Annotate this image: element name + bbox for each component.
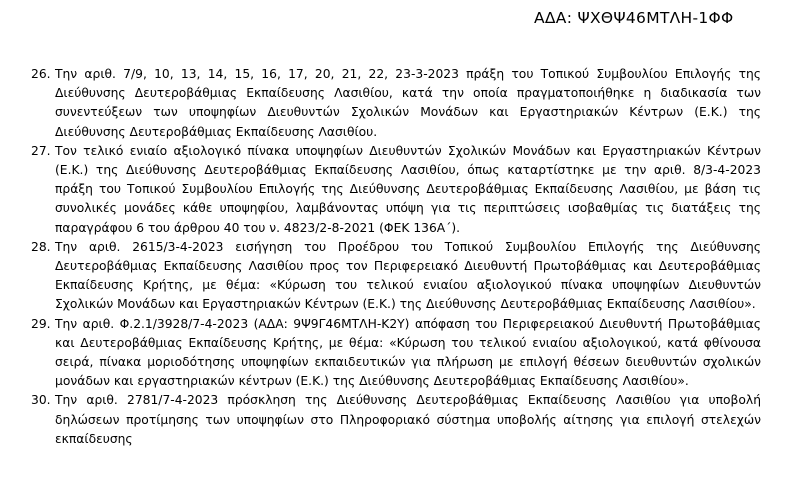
item-text: Την αριθ. 7/9, 10, 13, 14, 15, 16, 17, 20, 21, 22, 23-3-2023 πράξη του Τοπικού Συμβουλίου Επιλογής της Διεύθυνσης Δευτεροβάθμιας Εκπαίδευσης Λασιθίου, κατά την οποία πραγματοποιήθηκε η διαδικασία των συνεντεύξεων των υποψηφίων Διευθυντών Σχολικών Μονάδων και Εργαστηριακών Κέντρων (Ε.Κ.) της Διεύθυνσης Δευτεροβάθμιας Εκπαίδευσης Λασιθίου. <box>55 67 761 139</box>
list-item-27 <box>31 142 761 238</box>
item-text: Τον τελικό ενιαίο αξιολογικό πίνακα υποψηφίων Διευθυντών Σχολικών Μονάδων και Εργαστηριακών Κέντρων (Ε.Κ.) της Διεύθυνσης Δευτεροβάθμιας Εκπαίδευσης Λασιθίου, όπως καταρτίστηκε με την αριθ. 8/3-4-2023 πράξη του Τοπικού Συμβουλίου Επιλογής της Διεύθυνσης Δευτεροβάθμιας Εκπαίδευσης Λασιθίου, με βάση τις συνολικές μονάδες κάθε υποψηφίου, λαμβάνοντας υπόψη για τις περιπτώσεις ισοβαθμίας τις διατάξεις της παραγράφου 6 του άρθρου 40 του ν. 4823/2-8-2021 (ΦΕΚ 136Α΄). <box>55 143 761 235</box>
item-number: 29. <box>31 316 51 331</box>
list-item-28 <box>31 238 761 315</box>
item-text: Την αριθ. 2615/3-4-2023 εισήγηση του Προέδρου του Τοπικού Συμβουλίου Επιλογής της Διεύθυνσης Δευτεροβάθμιας Εκπαίδευσης Λασιθίου προς τον Περιφερειακό Διευθυντή Πρωτοβάθμιας και Δευτεροβάθμιας Εκπαίδευσης Κρήτης, με θέμα: «Κύρωση του τελικού ενιαίου αξιολογικού πίνακα υποψηφίων Διευθυντών Σχολικών Μονάδων και Εργαστηριακών Κέντρων (Ε.Κ.) της Διεύθυνσης Δευτεροβάθμιας Εκπαίδευσης Λασιθίου». <box>55 239 761 312</box>
item-number: 28. <box>31 239 51 254</box>
list-item-26 <box>31 65 761 142</box>
item-number: 26. <box>31 67 51 81</box>
ada-code: ΑΔΑ: ΨΧΘΨ46ΜΤΛΗ-1ΦΦ <box>534 9 734 27</box>
item-text: Την αριθ. Φ.2.1/3928/7-4-2023 (ΑΔΑ: 9Ψ9Γ46ΜΤΛΗ-Κ2Υ) απόφαση του Περιφερειακού Διευθυντή Πρωτοβάθμιας και Δευτεροβάθμιας Εκπαίδευσης Κρήτης, με θέμα: «Κύρωση του τελικού ενιαίου αξιολογικού, κατά φθίνουσα σειρά, πίνακα μοριοδότησης υποψηφίων εκπαιδευτικών για πλήρωση με επιλογή θέσεων διευθυντών σχολικών μονάδων και εργαστηριακών κέντρων (Ε.Κ.) της Διεύθυνσης Δευτεροβάθμιας Εκπαίδευσης Λασιθίου». <box>55 316 761 389</box>
item-text: Την αριθ. 2781/7-4-2023 πρόσκληση της Διεύθυνσης Δευτεροβάθμιας Εκπαίδευσης Λασιθίου για υποβολή δηλώσεων προτίμησης των υποψηφίων στο Πληροφοριακό σύστημα υποβολής αίτησης για επιλογή στελεχών εκπαίδευσης <box>55 393 761 446</box>
list-item-30 <box>31 391 761 449</box>
item-number: 27. <box>31 143 51 158</box>
list-item-29 <box>31 315 761 392</box>
item-number: 30. <box>31 393 51 408</box>
numbered-list <box>31 65 761 449</box>
